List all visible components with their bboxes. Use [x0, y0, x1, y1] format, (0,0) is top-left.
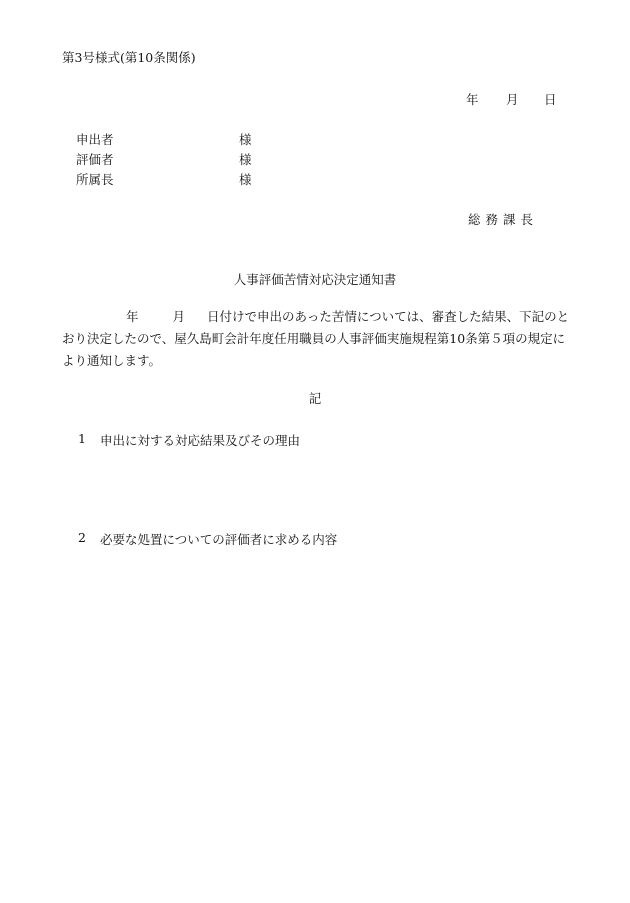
party-honorific: 様 — [239, 152, 252, 167]
party-honorific: 様 — [239, 132, 252, 147]
body-paragraph — [62, 306, 574, 372]
issuer-title: 総務課長 — [468, 212, 539, 227]
date-month-label: 月 — [506, 92, 519, 107]
party-role: 所属長 — [76, 172, 114, 187]
item-number: 2 — [78, 530, 86, 545]
ki-heading: 記 — [308, 391, 322, 406]
party-role: 評価者 — [76, 152, 114, 167]
body-year-label: 年 — [126, 309, 139, 324]
date-year-label: 年 — [466, 92, 479, 107]
item-text: 申出に対する対応結果及びその理由 — [100, 433, 301, 448]
party-role: 申出者 — [76, 132, 114, 147]
body-month-label: 月 — [172, 309, 186, 324]
party-row-applicant — [76, 130, 276, 148]
party-row-evaluator — [76, 150, 276, 168]
body-line-1 — [62, 306, 574, 328]
date-day-label: 日 — [544, 92, 557, 107]
body-line-3: より通知します。 — [62, 353, 162, 368]
item-text: 必要な処置についての評価者に求める内容 — [100, 532, 338, 547]
party-row-department-head — [76, 170, 276, 188]
body-line-1-text: 日付けで申出のあった苦情については、審査した結果、下記のと — [207, 309, 570, 324]
body-line-2: おり決定したので、屋久島町会計年度任用職員の人事評価実施規程第10条第５項の規定に — [62, 331, 566, 346]
party-honorific: 様 — [239, 172, 252, 187]
form-number-label: 第3号様式(第10条関係) — [62, 50, 196, 65]
item-number: 1 — [78, 431, 86, 446]
document-title: 人事評価苦情対応決定通知書 — [233, 272, 397, 287]
